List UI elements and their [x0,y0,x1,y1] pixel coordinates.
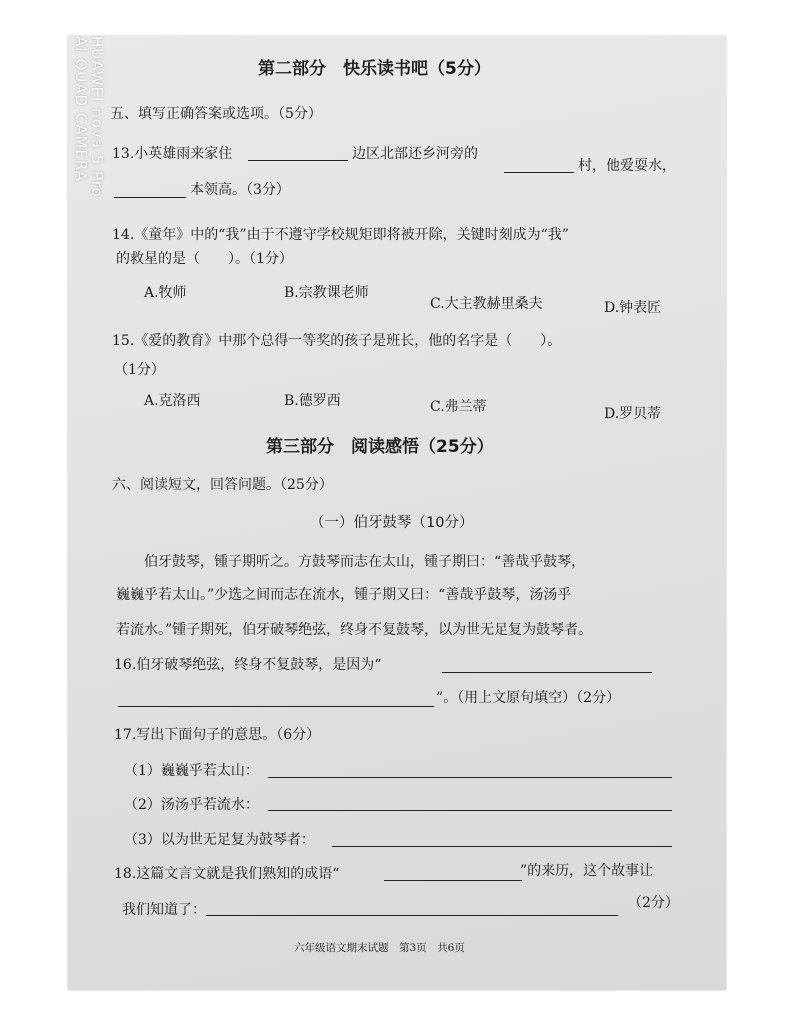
q5-heading: 五、填写正确答案或选项。（5分） [110,106,322,122]
q15-option-c[interactable]: C.弗兰蒂 [430,399,487,415]
q16-blank-2[interactable] [118,706,434,707]
q16-part2: ”。（用上文原句填空）（2分） [436,690,621,706]
q13-blank-1[interactable] [248,160,348,161]
q15-option-a[interactable]: A.克洛西 [144,393,201,409]
q13-part2: 边区北部还乡河旁的 [352,146,478,162]
q17-answer-3[interactable] [332,846,672,847]
q18-part4: （2分） [628,895,679,911]
q15-line-2: （1分） [114,362,165,378]
q17-item-1: （1）巍巍乎若太山： [124,763,259,779]
q14-option-a[interactable]: A.牧师 [144,285,187,301]
q14-line-2: 的救星的是（ ）。（1分） [116,251,293,267]
q17-item-3: （3）以为世无足复为鼓琴者： [124,832,315,848]
q14-option-d[interactable]: D.钟表匠 [604,300,662,316]
q15-option-d[interactable]: D.罗贝蒂 [604,406,662,422]
passage-1-title: （一）伯牙鼓琴（10分） [310,515,474,531]
q17-answer-2[interactable] [268,810,672,811]
section-3-title: 第三部分 阅读感悟（25分） [266,437,494,457]
q13-blank-3[interactable] [114,197,186,198]
q13-blank-2[interactable] [504,172,574,173]
q14-option-b[interactable]: B.宗教课老师 [284,285,369,301]
q14-line-1: 14.《童年》中的“我”由于不遵守学校规矩即将被开除，关键时刻成为“我” [112,227,569,243]
q16-blank-1[interactable] [442,672,652,673]
q17-answer-1[interactable] [268,777,672,778]
watermark-line-2: AI QUAD CAMERA [72,36,90,183]
section-2-title: 第二部分 快乐读书吧（5分） [258,59,491,79]
q18-blank-lesson[interactable] [206,915,618,916]
q16-part1: 16.伯牙破琴绝弦，终身不复鼓琴，是因为“ [114,657,382,673]
q18-blank-idiom[interactable] [384,880,522,881]
watermark-line-1: HUAWEI nova 5 Pro [88,36,106,198]
q18-part1: 18.这篇文言文就是我们熟知的成语“ [114,866,340,882]
q17-item-2: （2）汤汤乎若流水： [124,797,259,813]
q13-part4: 本领高。（3分） [190,182,290,198]
passage-line-3: 若流水。”锺子期死，伯牙破琴绝弦，终身不复鼓琴，以为世无足复为鼓琴者。 [116,622,593,638]
q15-line-1: 15.《爱的教育》中那个总得一等奖的孩子是班长，他的名字是（ ）。 [112,333,562,349]
passage-line-1: 伯牙鼓琴，锺子期听之。方鼓琴而志在太山，锺子期曰：“善哉乎鼓琴， [144,554,586,570]
q13-part3: 村，他爱耍水， [578,158,676,174]
q14-option-c[interactable]: C.大主教赫里桑夫 [430,296,543,312]
camera-watermark [72,36,106,266]
exam-paper [68,36,726,990]
q18-part3: 我们知道了： [122,902,206,918]
page-footer: 六年级语文期末试题 第3页 共6页 [294,942,465,954]
q13-part1: 13.小英雄雨来家住 [112,146,233,162]
passage-line-2: 巍巍乎若太山。”少选之间而志在流水，锺子期又曰：“善哉乎鼓琴，汤汤乎 [116,587,572,603]
q17-heading: 17.写出下面句子的意思。（6分） [114,727,321,743]
q15-option-b[interactable]: B.德罗西 [284,393,341,409]
q6-heading: 六、阅读短文，回答问题。（25分） [112,477,333,493]
q18-part2: ”的来历，这个故事让 [520,863,654,879]
